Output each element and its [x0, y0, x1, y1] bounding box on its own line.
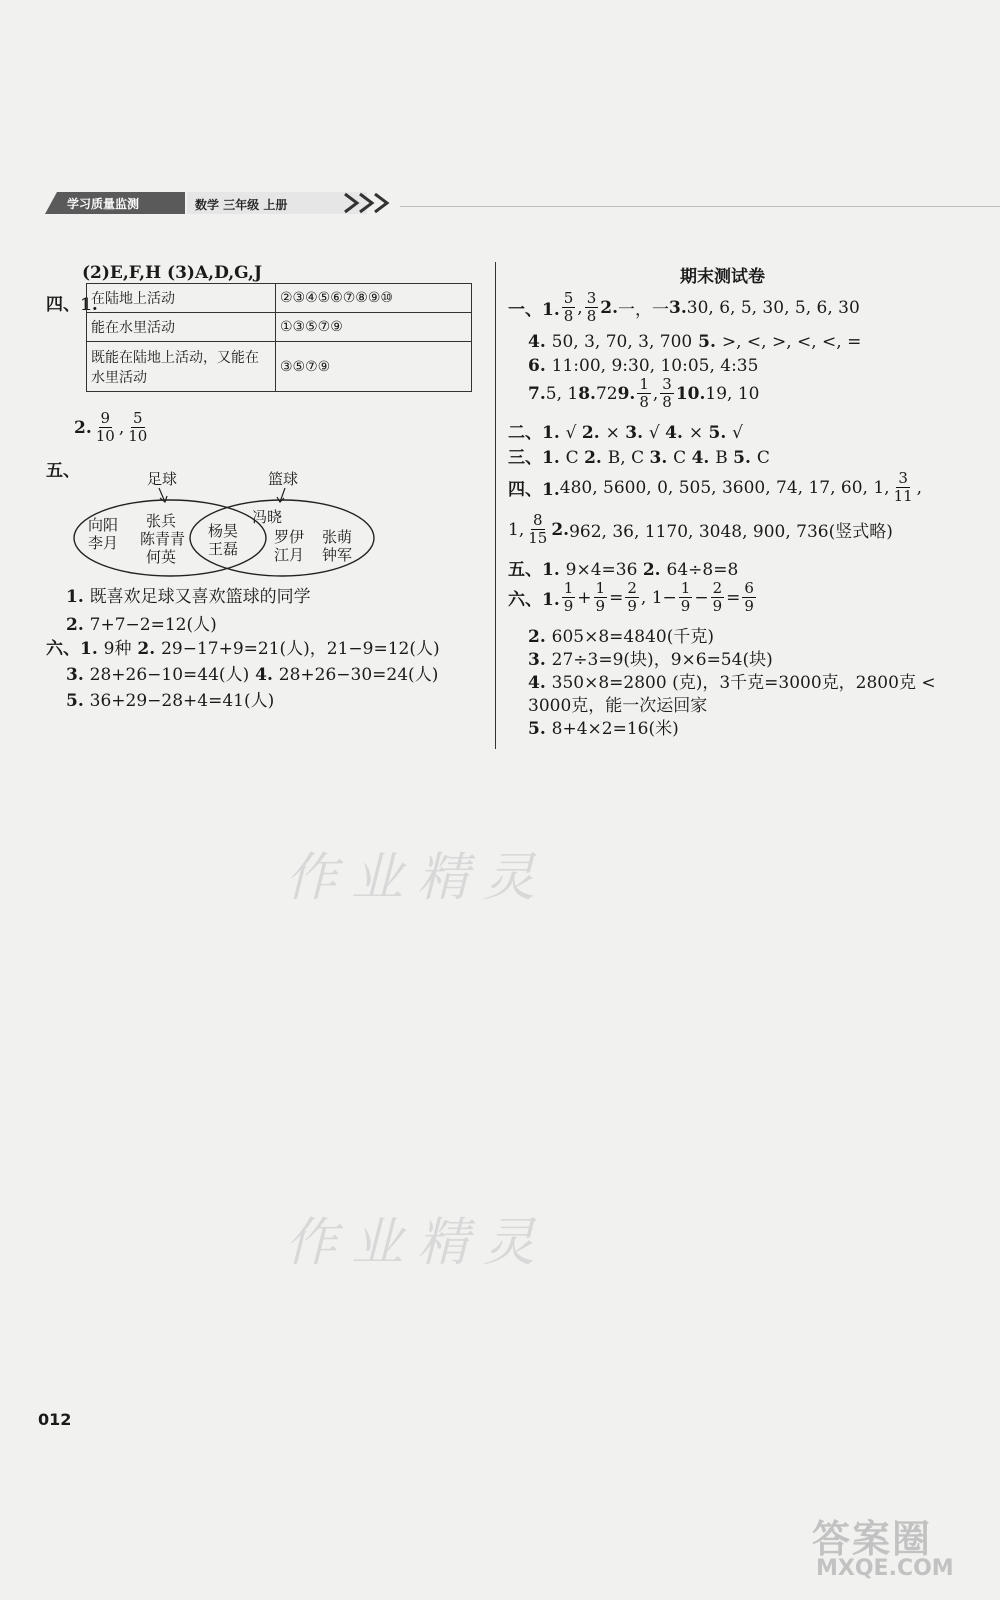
s6-q4: 28+26−30=24(人): [278, 665, 439, 685]
venn-name: 江月: [274, 546, 305, 564]
venn-name: 王磊: [208, 540, 239, 558]
logo-url: MXQE.COM: [816, 1556, 954, 1581]
r-s6-q4b: [528, 691, 707, 716]
table-row: [87, 284, 472, 313]
frac-num: 1: [563, 579, 574, 597]
s6-line3: 5. 36+29−28+4=41(人): [66, 691, 275, 711]
r1-q3: 30, 6, 5, 30, 5, 6, 30: [686, 297, 860, 318]
frac-den: 9: [712, 597, 723, 615]
frac-num: 8: [533, 511, 543, 529]
s5-label: 五、: [46, 461, 80, 481]
venn-label-basketball: 篮球: [268, 470, 299, 488]
s6-q4a-right: 350×8=2800 (克)，3千克=3000克，2800克 <: [551, 673, 936, 693]
fraction: [660, 376, 674, 411]
frac-den: 15: [528, 529, 548, 547]
r2-q5: >, <, >, <, <, =: [721, 332, 862, 352]
left-top-line: (2)E,F,H (3)A,D,G,J: [82, 263, 263, 283]
s2-a3: √: [648, 423, 660, 443]
s5-q1-text: 既喜欢足球又喜欢篮球的同学: [89, 587, 311, 607]
fraction: [594, 580, 608, 615]
site-logo: [812, 1508, 982, 1588]
s6-q2-right: 605×8=4840(千克): [551, 627, 714, 647]
s2-a4: ×: [688, 423, 704, 443]
r2-q4: 50, 3, 70, 3, 700: [551, 332, 693, 352]
watermark: 作业精灵: [285, 1213, 550, 1273]
table-cell-value: ③⑤⑦⑨: [276, 342, 472, 392]
fraction: [126, 410, 149, 445]
header-subject: 数学 三年级 上册: [195, 198, 288, 212]
s2-a2: ×: [605, 423, 620, 443]
r-s4-line1: 四、1. 480, 5600, 0, 505, 3600, 74, 17, 60, 1, $\frac{3}{11}$ ,: [508, 469, 923, 505]
s5-q2-text: 7+7−2=12(人): [89, 615, 217, 635]
frac-den: 11: [893, 487, 913, 505]
frac-num: 1: [639, 375, 649, 393]
frac-den: 9: [680, 597, 691, 615]
s2-a5: √: [732, 423, 744, 443]
frac-den: 8: [563, 307, 574, 325]
r-s4-line2: 1, $\frac{8}{15}$ 2. 962, 36, 1170, 3048, 900, 736(竖式略): [508, 511, 893, 547]
r-s3: 三、1. C 2. B, C 3. C 4. B 5. C: [508, 448, 770, 468]
venn-name: 何英: [146, 548, 177, 566]
s4-q2-label: 2.: [74, 417, 92, 438]
frac-den: 8: [662, 393, 672, 411]
s3-a1: C: [565, 448, 579, 468]
fraction: [562, 290, 576, 325]
fraction: [94, 410, 117, 445]
table-cell-value: ②③④⑤⑥⑦⑧⑨⑩: [276, 284, 472, 313]
s5-q1-right: 9×4=36: [565, 560, 638, 580]
frac-num: 3: [898, 469, 908, 487]
table-cell-value: ①③⑤⑦⑨: [276, 313, 472, 342]
venn-name: 陈青青: [140, 530, 186, 548]
venn-name: 李月: [88, 534, 119, 552]
venn-name: 冯晓: [252, 508, 283, 526]
frac-num: 5: [563, 289, 574, 307]
s6-q5-right: 8+4×2=16(米): [551, 719, 679, 739]
frac-num: 9: [100, 409, 111, 427]
frac-den: 8: [639, 393, 649, 411]
frac-num: 2: [627, 579, 637, 597]
s3-a2: B, C: [607, 448, 645, 468]
s6-line2: 3. 28+26−10=44(人) 4. 28+26−30=24(人): [66, 665, 439, 685]
r-row3: 6. 11:00, 9:30, 10:05, 4:35: [528, 356, 759, 376]
fraction: [679, 580, 693, 615]
r4-q10: 19, 10: [705, 383, 760, 404]
s2-a1: √: [565, 423, 577, 443]
header-tag: 学习质量监测: [67, 197, 140, 211]
r4-q8: 72: [595, 383, 618, 404]
r-s6-line1: 六、1. $\frac{1}{9}$ + $\frac{1}{9}$ = $\frac{2}{9}$ , 1− $\frac{1}{9}$ − $\frac{2}{9}$ = $\frac{6}{9}$: [508, 579, 754, 615]
r-s2: 二、1. √ 2. × 3. √ 4. × 5. √: [508, 423, 744, 443]
frac-den: 9: [595, 597, 606, 615]
s5-q1: 1. 既喜欢足球又喜欢篮球的同学: [66, 587, 311, 607]
r-row2: 4. 50, 3, 70, 3, 700 5. >, <, >, <, <, =: [528, 332, 862, 352]
r-s6-q2: 2. 605×8=4840(千克): [528, 627, 714, 647]
header-rule: [400, 206, 1000, 207]
s6-q3-right: 27÷3=9(块)，9×6=54(块): [551, 650, 773, 670]
table-cell-label: 在陆地上活动: [87, 284, 276, 313]
r-row1: 一、1. $\frac{5}{8}$ , $\frac{3}{8}$ 2. 一，一 3. 30, 6, 5, 30, 5, 6, 30: [508, 289, 860, 325]
r-s6-q5: 5. 8+4×2=16(米): [528, 719, 679, 739]
r-s6-q3: 3. 27÷3=9(块)，9×6=54(块): [528, 650, 773, 670]
s6-q2: 29−17+9=21(人)，21−9=12(人): [161, 639, 440, 659]
venn-name: 张萌: [322, 528, 353, 546]
s4-q2: 962, 36, 1170, 3048, 900, 736(竖式略): [569, 522, 893, 542]
watermark: 作业精灵: [285, 848, 550, 908]
frac-num: 3: [662, 375, 672, 393]
fraction: [742, 580, 756, 615]
r-row4: 7. 5, 1 8. 72 9. $\frac{1}{8}$ , $\frac{3}{8}$ 10. 19, 10: [528, 375, 760, 411]
table-cell-label: 既能在陆地上活动，又能在水里活动: [87, 342, 276, 392]
fraction: [526, 512, 549, 547]
r1-q2: 一，一: [618, 300, 669, 320]
frac-num: 5: [133, 409, 143, 427]
s5-q2: 2. 7+7−2=12(人): [66, 615, 217, 635]
s6-q5: 36+29−28+4=41(人): [89, 691, 275, 711]
venn-diagram: [70, 468, 380, 580]
s3-a3: C: [673, 448, 687, 468]
frac-den: 9: [563, 597, 574, 615]
activity-table: [86, 283, 472, 392]
s6-line1: 六、1. 9种 2. 29−17+9=21(人)，21−9=12(人): [46, 639, 440, 659]
frac-num: 1: [680, 579, 691, 597]
s6-q3: 28+26−10=44(人): [89, 665, 250, 685]
table-row: [87, 313, 472, 342]
s5-q2-right: 64÷8=8: [666, 560, 739, 580]
s3-a4: B: [715, 448, 728, 468]
r4-q7: 5, 1: [545, 383, 579, 404]
page-number: 012: [38, 1410, 72, 1429]
venn-name: 钟军: [322, 546, 353, 564]
frac-den: 9: [627, 597, 637, 615]
frac-den: 10: [95, 427, 115, 445]
venn-name: 向阳: [88, 516, 119, 534]
s6-q1: 9种: [103, 639, 132, 659]
fraction: [585, 290, 599, 325]
frac-num: 6: [744, 579, 754, 597]
s6-q4b-right: 3000克，能一次运回家: [528, 696, 708, 716]
s4-q2: 2. $\frac{9}{10}$ , $\frac{5}{10}$: [74, 409, 148, 445]
r3-q6: 11:00, 9:30, 10:05, 4:35: [551, 356, 759, 376]
s4-label: 四、1.: [46, 295, 98, 315]
fraction: [625, 580, 639, 615]
frac-num: 2: [712, 579, 723, 597]
s3-a5: C: [756, 448, 770, 468]
table-row: [87, 342, 472, 392]
table-cell-label: 能在水里活动: [87, 313, 276, 342]
frac-den: 8: [586, 307, 597, 325]
column-divider: [495, 262, 496, 749]
fraction: [711, 580, 725, 615]
fraction: [892, 470, 915, 505]
s4-q1: 480, 5600, 0, 505, 3600, 74, 17, 60, 1,: [559, 477, 890, 498]
frac-num: 1: [595, 579, 606, 597]
venn-name: 杨昊: [208, 522, 239, 540]
logo-main: 答案圈: [812, 1517, 933, 1561]
frac-den: 10: [128, 427, 148, 445]
right-title: 期末测试卷: [680, 267, 765, 287]
frac-den: 9: [744, 597, 754, 615]
venn-label-football: 足球: [147, 470, 178, 488]
r-s6-q4a: 4. 350×8=2800 (克)，3千克=3000克，2800克 <: [528, 673, 936, 693]
venn-name: 张兵: [146, 512, 177, 530]
header-banner: [45, 190, 405, 216]
fraction: [637, 376, 651, 411]
r-s5: 五、1. 9×4=36 2. 64÷8=8: [508, 560, 739, 580]
venn-name: 罗伊: [274, 528, 305, 546]
frac-num: 3: [586, 289, 597, 307]
fraction: [562, 580, 576, 615]
